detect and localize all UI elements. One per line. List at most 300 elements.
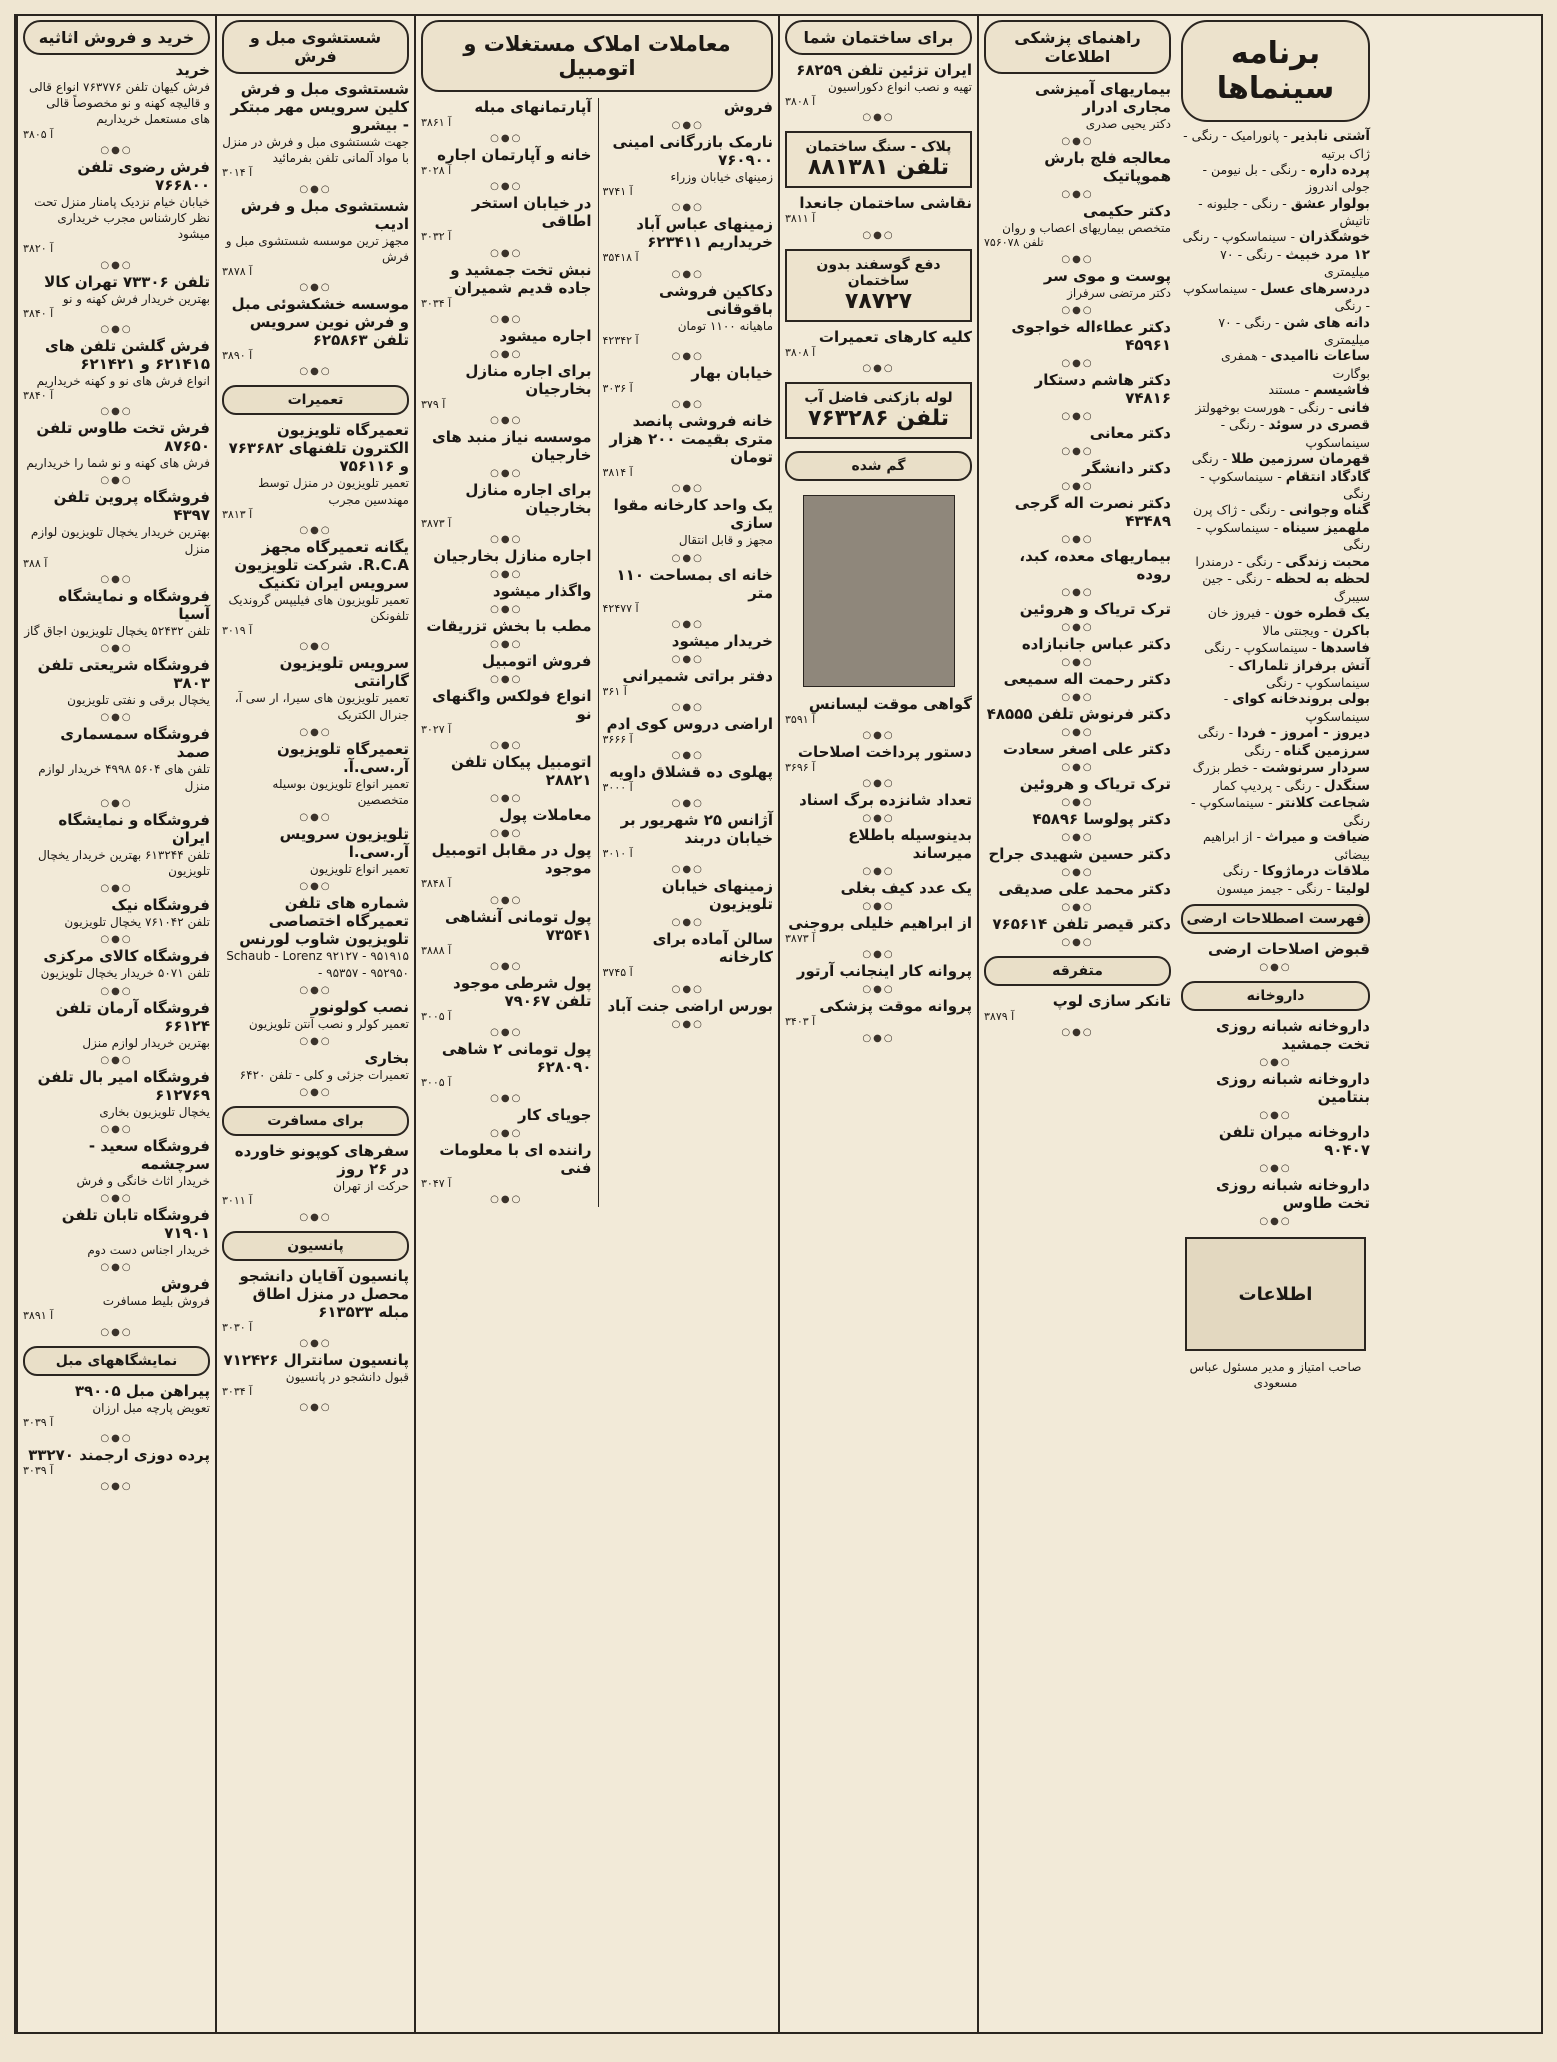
classified-ad: [421, 428, 592, 464]
boxed-ad: [785, 131, 972, 188]
ad-body: تعمیر تلویزیون های سیرا، ار سی آ، جنرال الکتریک: [234, 691, 409, 722]
ad-code: آ ۳۸۱۳: [222, 507, 253, 521]
ad-body: مجهز ترین موسسه شستشوی مبل و فرش: [225, 233, 409, 264]
ad-separator: ○●○: [100, 259, 133, 271]
ad-title: دکتر قیصر تلفن ۷۶۵۶۱۴: [992, 914, 1171, 933]
classified-ad: [23, 1275, 210, 1322]
cinema-listing: فاسدها - سینماسکوپ - رنگی: [1204, 640, 1370, 657]
ad-separator: ○●○: [671, 1018, 704, 1030]
ad-title: نارمک بازرگانی امینی ۷۶۰۹۰۰: [612, 133, 773, 169]
ad-separator: ○●○: [299, 984, 332, 996]
classified-ad: [603, 763, 774, 794]
ad-list: [1181, 1017, 1370, 1229]
ad-list: [222, 1142, 409, 1224]
ad-title: برای اجاره منازل بخارجیان: [465, 361, 592, 398]
cinema-listing: ساعات ناامیدی - همفری بوگارت: [1220, 348, 1370, 381]
ad-title: خرید: [175, 61, 210, 79]
classified-ad: [603, 98, 774, 116]
classified-ad: [222, 538, 409, 638]
ad-title: فرش گلشن تلفن های ۶۲۱۴۱۵ و ۶۲۱۴۲۱: [45, 336, 210, 373]
ad-separator: ○●○: [671, 701, 704, 713]
ad-title: کلیه کارهای تعمیرات: [818, 327, 972, 346]
ad-title: پول تومانی ۲ شاهی ۶۲۸۰۹۰: [441, 1039, 592, 1076]
classified-ad: [23, 1446, 210, 1477]
classified-ad: [421, 362, 592, 411]
real-estate-columns: [421, 98, 773, 1207]
classified-ad: [23, 158, 210, 256]
classified-ad: [421, 194, 592, 243]
classified-ad: [603, 566, 774, 615]
film-details: رنگی - سینماسکوپ: [1220, 417, 1370, 450]
ad-separator: ○●○: [100, 1193, 133, 1205]
ad-title: موسسه خشکشوئی مبل و فرش نوین سرویس تلفن ۶۲۵۸۶۳: [231, 295, 409, 350]
cinema-listing: بولی بروندخانه کوای - سینماسکوپ: [1223, 691, 1370, 725]
ad-code: آ ۳۸۷۸: [222, 264, 253, 278]
classified-ad: [984, 845, 1171, 863]
film-title: یک قطره خون: [1273, 605, 1370, 622]
ad-title: شستشوی مبل و فرش ادیب: [240, 196, 409, 233]
ad-title: معاملات پول: [499, 806, 592, 825]
cinema-listing: لحظه به لحظه - رنگی - جین سیبرگ: [1202, 571, 1370, 604]
ad-body: خریدار اثاث خانگی و فرش: [76, 1173, 210, 1188]
classified-ad: [603, 496, 774, 548]
film-details: سینماسکوپ - رنگی: [1182, 229, 1287, 245]
ad-title: معالجه فلج بارش هموپاتیک: [1044, 149, 1171, 186]
section-subhead: داروخانه: [1181, 981, 1370, 1011]
classified-ad: [23, 656, 210, 708]
ad-list: [222, 1267, 409, 1416]
film-details: رنگی: [1191, 451, 1219, 467]
ad-title: فروشگاه نیک: [111, 896, 210, 915]
ad-code: آ ۳۸۴۸: [421, 877, 452, 891]
ad-title: دکتر عباس جانبازاده: [1021, 634, 1171, 653]
ad-code: آ ۳۸۴۰: [23, 389, 54, 403]
ad-separator: ○●○: [490, 133, 523, 145]
cinema-listing: ضیافت و میراث - از ابراهیم بیضائی: [1203, 829, 1370, 862]
cinema-listing: ملاقات درماژوکا - رنگی: [1222, 863, 1370, 880]
film-details: رنگی - هورست بوخهولتز: [1195, 399, 1325, 415]
ad-body: خیابان خیام نزدیک پامنار منزل تحت نظر کارشناس مجرب خریداری میشود: [34, 194, 210, 242]
film-title: شجاعت کلانتر: [1276, 795, 1370, 812]
ad-code: آ ۳۷۴۱: [602, 185, 633, 199]
ad-body: ماهیانه ۱۱۰۰ تومان: [677, 318, 773, 333]
cinema-listing: فاشیسم - مستند: [1268, 382, 1370, 399]
ad-separator: ○●○: [1061, 304, 1094, 316]
ad-separator: ○●○: [490, 414, 523, 426]
ad-separator: ○●○: [671, 798, 704, 810]
ad-title: تعمیرگاه تلویزیون آر.سی.آ.: [276, 739, 409, 776]
section-banner: معاملات املاک مستغلات و اتومبیل: [421, 20, 773, 92]
film-title: قصری در سوئد: [1268, 417, 1370, 434]
ad-separator: ○●○: [671, 202, 704, 214]
classified-ad: [421, 687, 592, 736]
film-details: سینماسکوپ: [1305, 709, 1370, 725]
film-title: آشتی نابذیر: [1291, 128, 1370, 144]
classified-ad: [23, 1137, 210, 1189]
ad-list: [785, 328, 972, 376]
ad-title: دکتر معانی: [1089, 423, 1171, 442]
ad-separator: ○●○: [1061, 726, 1094, 738]
ad-separator: ○●○: [490, 467, 523, 479]
classified-ad: [222, 654, 409, 722]
ad-separator: ○●○: [1061, 586, 1094, 598]
classified-ad: [1181, 940, 1370, 958]
film-title: سنگدل: [1323, 777, 1370, 794]
ad-separator: ○●○: [490, 1093, 523, 1105]
ad-title: نقاشی ساختمان جانعدا: [799, 194, 972, 213]
ad-title: راننده ای با معلومات فنی: [439, 1141, 592, 1178]
classified-ad: [603, 215, 774, 264]
film-title: پرده داره: [1309, 161, 1370, 178]
classified-ad: [421, 146, 592, 177]
ad-separator: ○●○: [100, 323, 133, 335]
column-cleaning-repair: [215, 16, 414, 2032]
classified-ad: [23, 999, 210, 1051]
classified-ad: [1181, 1123, 1370, 1159]
ad-separator: ○●○: [671, 552, 704, 564]
classified-ad: [984, 267, 1171, 301]
classified-ad: [23, 337, 210, 402]
ad-code: آ ۳۸۱۱: [785, 212, 816, 226]
ad-separator: ○●○: [100, 883, 133, 895]
classified-ad: [23, 947, 210, 981]
ad-title: پانسیون آقایان دانشجو محصل در منزل اطاق مبله ۶۱۳۵۳۳: [239, 1266, 409, 1321]
cinema-listing: بولوار عشق - رنگی - جلیونه - تاتیش: [1198, 195, 1370, 229]
ad-code: آ ۳۸۴۰: [23, 306, 54, 320]
ad-separator: ○●○: [299, 1035, 332, 1047]
ad-title: تلویزیون سرویس آر.سی.ا: [279, 825, 409, 862]
ad-code: آ ۳۸۷۳: [785, 932, 816, 946]
ad-separator: ○●○: [1061, 357, 1094, 369]
classified-ad: [222, 1267, 409, 1334]
film-details: پانورامیک - رنگی - ژاک برتیه: [1183, 128, 1370, 161]
classified-ad: [603, 997, 774, 1015]
ad-title: دکاکین فروشی باقوقانی: [658, 281, 773, 318]
ad-separator: ○●○: [862, 729, 895, 741]
film-title: سرزمین گناه: [1283, 742, 1370, 759]
ad-title: سفرهای کوپونو خاورده در ۲۶ روز: [234, 1142, 409, 1179]
ad-title: فروشگاه و نمایشگاه آسیا: [58, 587, 210, 623]
ad-title: پرده دوزی ارجمند ۳۳۲۷۰: [28, 1446, 210, 1464]
ad-separator: ○●○: [671, 750, 704, 762]
ad-separator: ○●○: [671, 983, 704, 995]
ad-separator: ○●○: [490, 348, 523, 360]
ad-title: تعداد شانزده برگ اسناد: [799, 791, 972, 810]
cinema-listing: پرده داره - رنگی - بل نیومن - جولی اندروز: [1202, 161, 1370, 195]
classified-ad: [785, 328, 972, 359]
ad-list: [785, 695, 972, 1046]
ad-list: [785, 61, 972, 125]
classified-ad: [984, 318, 1171, 354]
ad-title: شستشوی مبل و فرش کلین سرویس مهر مبتکر - بیشرو: [230, 80, 409, 134]
classified-ad: [23, 273, 210, 320]
ad-title: دکتر حسین شهیدی جراح: [988, 844, 1171, 863]
film-title: لحظه به لحظه: [1275, 571, 1370, 588]
ad-separator: ○●○: [1061, 621, 1094, 633]
film-title: گادگاد انتقام: [1285, 468, 1370, 485]
ad-title: پوست و موی سر: [1043, 266, 1171, 285]
ad-title: فرش رضوی تلفن ۷۶۶۸۰۰: [77, 157, 210, 194]
film-title: آتش برفراز تلماراک: [1237, 657, 1370, 674]
ad-body: تلفن ۷۶۱۰۴۲ یخچال تلویزیون: [64, 915, 210, 930]
ad-separator: ○●○: [299, 1211, 332, 1223]
column-furniture-sale: [16, 16, 215, 2032]
ad-body: دکتر مرتضی سرفراز: [1067, 285, 1171, 300]
ad-title: فروشگاه شریعتی تلفن ۳۸۰۳: [37, 656, 210, 693]
ad-separator: ○●○: [299, 641, 332, 653]
ad-separator: ○●○: [1061, 796, 1094, 808]
section-banner: خرید و فروش اثاثیه: [23, 20, 210, 55]
ad-separator: ○●○: [1259, 962, 1292, 974]
classified-ad: [222, 1049, 409, 1083]
ad-body: فرش کیهان تلفن ۷۶۳۷۷۶ انواع قالی و قالیچه کهنه و نو مخصوصاً قالی های مستعمل خریداریم: [28, 80, 210, 127]
classified-ad: [603, 632, 774, 650]
film-details: مستند: [1268, 382, 1301, 398]
classified-ad: [23, 1382, 210, 1429]
ad-body: بهترین خریدار یخچال تلویزیون لوازم منزل: [30, 525, 210, 556]
ad-list: [421, 98, 592, 1207]
ad-separator: ○●○: [100, 406, 133, 418]
ad-separator: ○●○: [490, 894, 523, 906]
ad-separator: ○●○: [862, 901, 895, 913]
ad-code: آ ۳۴۰۳: [785, 1015, 816, 1029]
film-details: فیروز خان: [1207, 605, 1262, 621]
newspaper-logo: اطلاعات: [1185, 1237, 1366, 1351]
film-details: رنگی: [1197, 725, 1225, 741]
cinema-listing: فانی - رنگی - هورست بوخهولتز: [1195, 399, 1370, 416]
cinema-listing: باکرن - ویجنتی مالا: [1262, 622, 1370, 639]
ad-list: [598, 98, 774, 1207]
film-title: ملهمیز سیناه: [1282, 519, 1370, 536]
ad-title: یک عدد کیف بغلی: [840, 879, 972, 898]
classified-ad: [421, 1141, 592, 1190]
classified-ad: [984, 810, 1171, 828]
ad-body: یخچال تلویزیون بخاری: [99, 1104, 210, 1119]
column-cinemas: [1176, 16, 1375, 2032]
ad-body: تعویض پارچه مبل ارزان: [92, 1400, 210, 1415]
ad-separator: ○●○: [490, 960, 523, 972]
boxed-ad-title: پلاک - سنگ ساختمان: [805, 139, 952, 156]
ad-separator: ○●○: [862, 866, 895, 878]
ad-list: [222, 80, 409, 379]
ad-title: فروش اتومبیل: [482, 652, 592, 671]
cinema-listing: سرزمین گناه - رنگی: [1244, 742, 1370, 759]
ad-separator: ○●○: [490, 1194, 523, 1206]
ad-code: آ ۳۶۶۶: [602, 732, 633, 746]
ad-code: آ ۳۰۳۹: [23, 1415, 54, 1429]
ad-code: آ ۴۲۴۷۷: [602, 601, 639, 615]
ad-code: آ ۳۰۳۴: [222, 1384, 253, 1398]
ad-title: جویای کار: [518, 1106, 592, 1125]
ad-code: آ ۳۸۹۰: [222, 349, 253, 363]
ad-title: دکتر هاشم دستکار ۷۴۸۱۶: [1034, 370, 1171, 407]
ad-title: بدینوسیله باطلاع میرساند: [848, 826, 972, 863]
ad-title: بیماریهای آمیزشی مجاری ادرار: [1034, 80, 1171, 116]
film-title: فاشیسم: [1312, 382, 1370, 399]
ad-separator: ○●○: [1061, 189, 1094, 201]
cinema-listing: قهرمان سرزمین طلا - رنگی: [1191, 451, 1370, 468]
column-medical: [977, 16, 1176, 2032]
classified-ad: [1181, 1070, 1370, 1106]
ad-title: فروشگاه امیر بال تلفن ۶۱۲۷۶۹: [37, 1067, 210, 1104]
classified-ad: [421, 547, 592, 565]
classified-ad: [785, 743, 972, 774]
ad-title: برای اجاره منازل بخارجیان: [465, 480, 592, 517]
classified-ad: [785, 826, 972, 862]
film-details: رنگی - ۷۰ میلیمتری: [1218, 314, 1370, 348]
ad-title: فروشگاه سعید - سرچشمه: [88, 1136, 210, 1173]
ad-separator: ○●○: [299, 183, 332, 195]
section-banner: برنامه سینماها: [1181, 20, 1370, 122]
classified-ad: [421, 974, 592, 1023]
cinema-listing: لولیتا - رنگی - جیمز میسون: [1216, 880, 1370, 897]
ad-body: تهیه و نصب انواع دکوراسیون: [828, 80, 972, 94]
ad-separator: ○●○: [100, 1481, 133, 1493]
ad-list: [23, 1382, 210, 1495]
section-subhead: پانسیون: [222, 1231, 409, 1261]
film-details: رنگی: [1222, 863, 1250, 879]
ad-title: اجاره منازل بخارجیان: [433, 547, 592, 566]
ad-title: شماره های تلفن تعمیرگاه اختصاصی تلویزیون شاوب لورنس: [239, 894, 409, 949]
classified-ad: [421, 327, 592, 345]
ad-separator: ○●○: [490, 1026, 523, 1038]
film-title: گناه وجوانی: [1288, 502, 1370, 519]
ad-title: دکتر رحمت اله سمیعی: [1003, 669, 1171, 688]
ad-separator: ○●○: [1061, 533, 1094, 545]
ad-code: آ ۳۸۲۰: [23, 242, 54, 256]
classified-ad: [421, 617, 592, 635]
ad-separator: ○●○: [1061, 656, 1094, 668]
film-details: رنگی - جیمز میسون: [1216, 880, 1323, 896]
ad-code: آ ۳۸۷۳: [421, 516, 452, 530]
ad-body: تعمیر تلویزیون در منزل توسط مهندسین مجرب: [258, 476, 409, 507]
ad-separator: ○●○: [490, 247, 523, 259]
ad-code: آ ۳۰۲۸: [421, 164, 452, 178]
boxed-ad-phone: تلفن ۸۸۱۳۸۱: [807, 155, 950, 181]
classified-ad: [421, 582, 592, 600]
ad-separator: ○●○: [671, 917, 704, 929]
ad-body: زمینهای خیابان وزراء: [670, 170, 773, 184]
cinema-listing: دردسرهای عسل - سینماسکوپ - رنگی: [1183, 280, 1370, 314]
ad-separator: ○●○: [1259, 1057, 1292, 1069]
ad-separator: ○●○: [299, 282, 332, 294]
ad-code: آ ۳۰۱۴: [222, 166, 253, 180]
ad-separator: ○●○: [862, 984, 895, 996]
classified-ad: [23, 1206, 210, 1258]
ad-title: موسسه نیاز منبد های خارجیان: [432, 427, 592, 464]
ad-separator: ○●○: [1061, 1026, 1094, 1038]
ad-separator: ○●○: [862, 1032, 895, 1044]
classified-ad: [785, 61, 972, 108]
section-subhead: نمایشگاههای مبل: [23, 1346, 210, 1376]
classified-ad: [984, 775, 1171, 793]
ad-separator: ○●○: [490, 313, 523, 325]
ad-title: بورس اراضی جنت آباد: [607, 996, 773, 1015]
cinema-listing: شجاعت کلانتر - سینماسکوپ - رنگی: [1191, 795, 1370, 829]
cinema-listing: گناه وجوانی - رنگی - ژاک پرن: [1192, 502, 1370, 519]
ad-title: گواهی موقت لیسانس: [808, 694, 972, 713]
cinema-listing: یک قطره خون - فیروز خان: [1207, 605, 1370, 622]
ad-title: پهلوی ده قشلاق داویه: [609, 763, 773, 782]
classified-ad: [222, 80, 409, 180]
ad-body: یخچال برقی و نفتی تلویزیون: [67, 693, 210, 708]
ad-title: اراضی دروس کوی ادم: [606, 714, 773, 733]
ad-separator: ○●○: [1061, 901, 1094, 913]
classified-ad: [421, 753, 592, 789]
ad-body: بهترین خریدار فرش کهنه و نو: [62, 291, 210, 306]
ad-separator: ○●○: [299, 726, 332, 738]
ad-separator: ○●○: [299, 366, 332, 378]
column-real-estate: [414, 16, 778, 2032]
ad-title: مطب با بخش تزریقات: [426, 617, 592, 636]
classified-ad: [603, 877, 774, 913]
section-subhead: برای مسافرت: [222, 1106, 409, 1136]
ad-title: دکتر محمد علی صدیقی: [998, 879, 1171, 898]
ad-list: [1181, 940, 1370, 975]
ad-body: تعمیر انواع تلویزیون بوسیله متخصصین: [272, 776, 409, 807]
classified-ad: [785, 962, 972, 980]
section-banner: شستشوی مبل و فرش: [222, 20, 409, 74]
section-banner: راهنمای پزشکی اطلاعات: [984, 20, 1171, 74]
classified-ad: [222, 1142, 409, 1207]
ad-title: دکتر علی اصغر سعادت: [1002, 739, 1171, 758]
ad-separator: ○●○: [490, 604, 523, 616]
classified-ad: [222, 740, 409, 808]
ad-separator: ○●○: [299, 1402, 332, 1414]
ad-separator: ○●○: [671, 350, 704, 362]
ad-code: آ ۳۷۴۵: [602, 966, 633, 980]
ad-separator: ○●○: [862, 813, 895, 825]
boxed-ad: [785, 382, 972, 439]
ad-separator: ○●○: [671, 864, 704, 876]
classified-ad: [603, 412, 774, 479]
ad-separator: ○●○: [1061, 136, 1094, 148]
ad-title: فروشگاه و نمایشگاه ایران: [58, 810, 210, 847]
cinema-listing: آشتی نابذیر - پانورامیک - رنگی - ژاک برتیه: [1183, 128, 1370, 161]
classified-ad: [785, 791, 972, 809]
ad-title: داروخانه شبانه روزی تخت طاوس: [1216, 1176, 1370, 1213]
classified-ad: [785, 997, 972, 1028]
ad-separator: ○●○: [1061, 831, 1094, 843]
classified-ad: [603, 133, 774, 198]
ad-title: فروش: [723, 98, 773, 116]
ad-separator: ○●○: [100, 1262, 133, 1274]
classified-ad: [421, 806, 592, 824]
cinema-listing: دانه های شن - رنگی - ۷۰ میلیمتری: [1218, 314, 1370, 348]
film-details: سینماسکوپ - رنگی: [1266, 675, 1370, 691]
ad-separator: ○●○: [100, 643, 133, 655]
ad-separator: ○●○: [490, 740, 523, 752]
classified-ad: [421, 261, 592, 310]
section-subhead: متفرقه: [984, 956, 1171, 986]
ad-title: خانه ای بمساحت ۱۱۰ متر: [616, 565, 773, 602]
ad-title: فرش تخت طاوس تلفن ۸۷۶۵۰: [36, 419, 210, 456]
ad-title: خانه فروشی پانصد متری بقیمت ۲۰۰ هزار تومان: [609, 412, 773, 467]
boxed-ad-phone: تلفن ۷۶۳۲۸۶: [807, 405, 950, 431]
ad-separator: ○●○: [490, 569, 523, 581]
ad-title: پروانه کار اینجانب آرتور: [796, 962, 972, 981]
ad-code: آ ۳۰۳۲: [421, 230, 452, 244]
classified-ad: [23, 896, 210, 930]
film-details: سینماسکوپ - رنگی: [1204, 640, 1309, 656]
ad-separator: ○●○: [1061, 866, 1094, 878]
classified-ad: [421, 841, 592, 890]
ad-separator: ○●○: [100, 475, 133, 487]
boxed-ad-title: دفع گوسفند بدون ساختمان: [816, 256, 941, 289]
classified-ad: [785, 695, 972, 726]
ad-title: دکتر عطاءاله خواجوی ۴۵۹۶۱: [1011, 317, 1171, 354]
ad-code: آ ۳۶۱: [602, 684, 627, 698]
